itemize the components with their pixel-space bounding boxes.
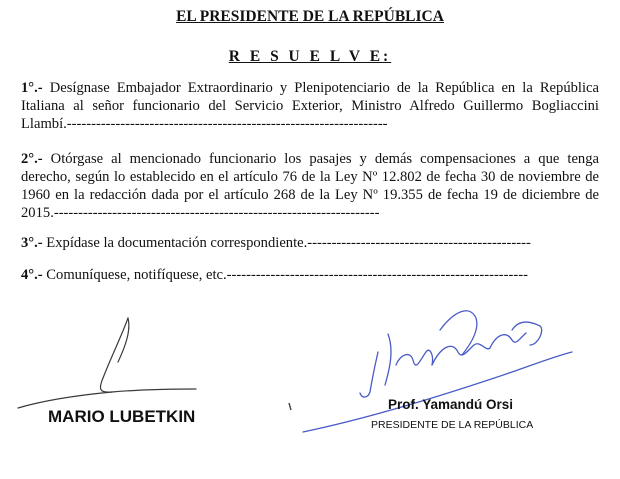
right-signature [303,311,572,432]
article-2-number: 2°.- [21,151,43,167]
right-signatory-title: PRESIDENTE DE LA REPÚBLICA [371,419,534,431]
left-signatory-name: MARIO LUBETKIN [48,407,196,426]
document-title: EL PRESIDENTE DE LA REPÚBLICA [176,8,444,25]
right-signatory-name: Prof. Yamandú Orsi [388,397,514,412]
resolves-heading: R E S U E L V E: [228,48,392,65]
article-2-text: Otórgase al mencionado funcionario los pasajes y demás compensaciones a que tenga derecho, según lo establecido en el artículo 76 de la Ley Nº 12.802 de fecha 30 de noviembre de 1960 en la redacción dada por el artículo 268 de la Ley Nº 19.355 de fecha 19 de diciembre de 2015.------------------------------------------------------------------- [21,151,599,221]
article-4-number: 4°.- [21,267,43,283]
ink-mark [289,403,291,410]
article-4-text: Comuníquese, notifíquese, etc.-------------------------------------------------------------- [42,267,528,283]
left-signature [18,318,196,408]
article-1-text: Desígnase Embajador Extraordinario y Plenipotenciario de la República en la República Italiana al señor funcionario del Servicio Exterior, Ministro Alfredo Guillermo Bogliaccini Llambí.------------------------------------------------------------------ [21,80,599,132]
article-3-number: 3°.- [21,235,43,251]
article-3-text: Expídase la documentación correspondiente.---------------------------------------------- [42,235,531,251]
article-1-number: 1°.- [21,80,43,96]
